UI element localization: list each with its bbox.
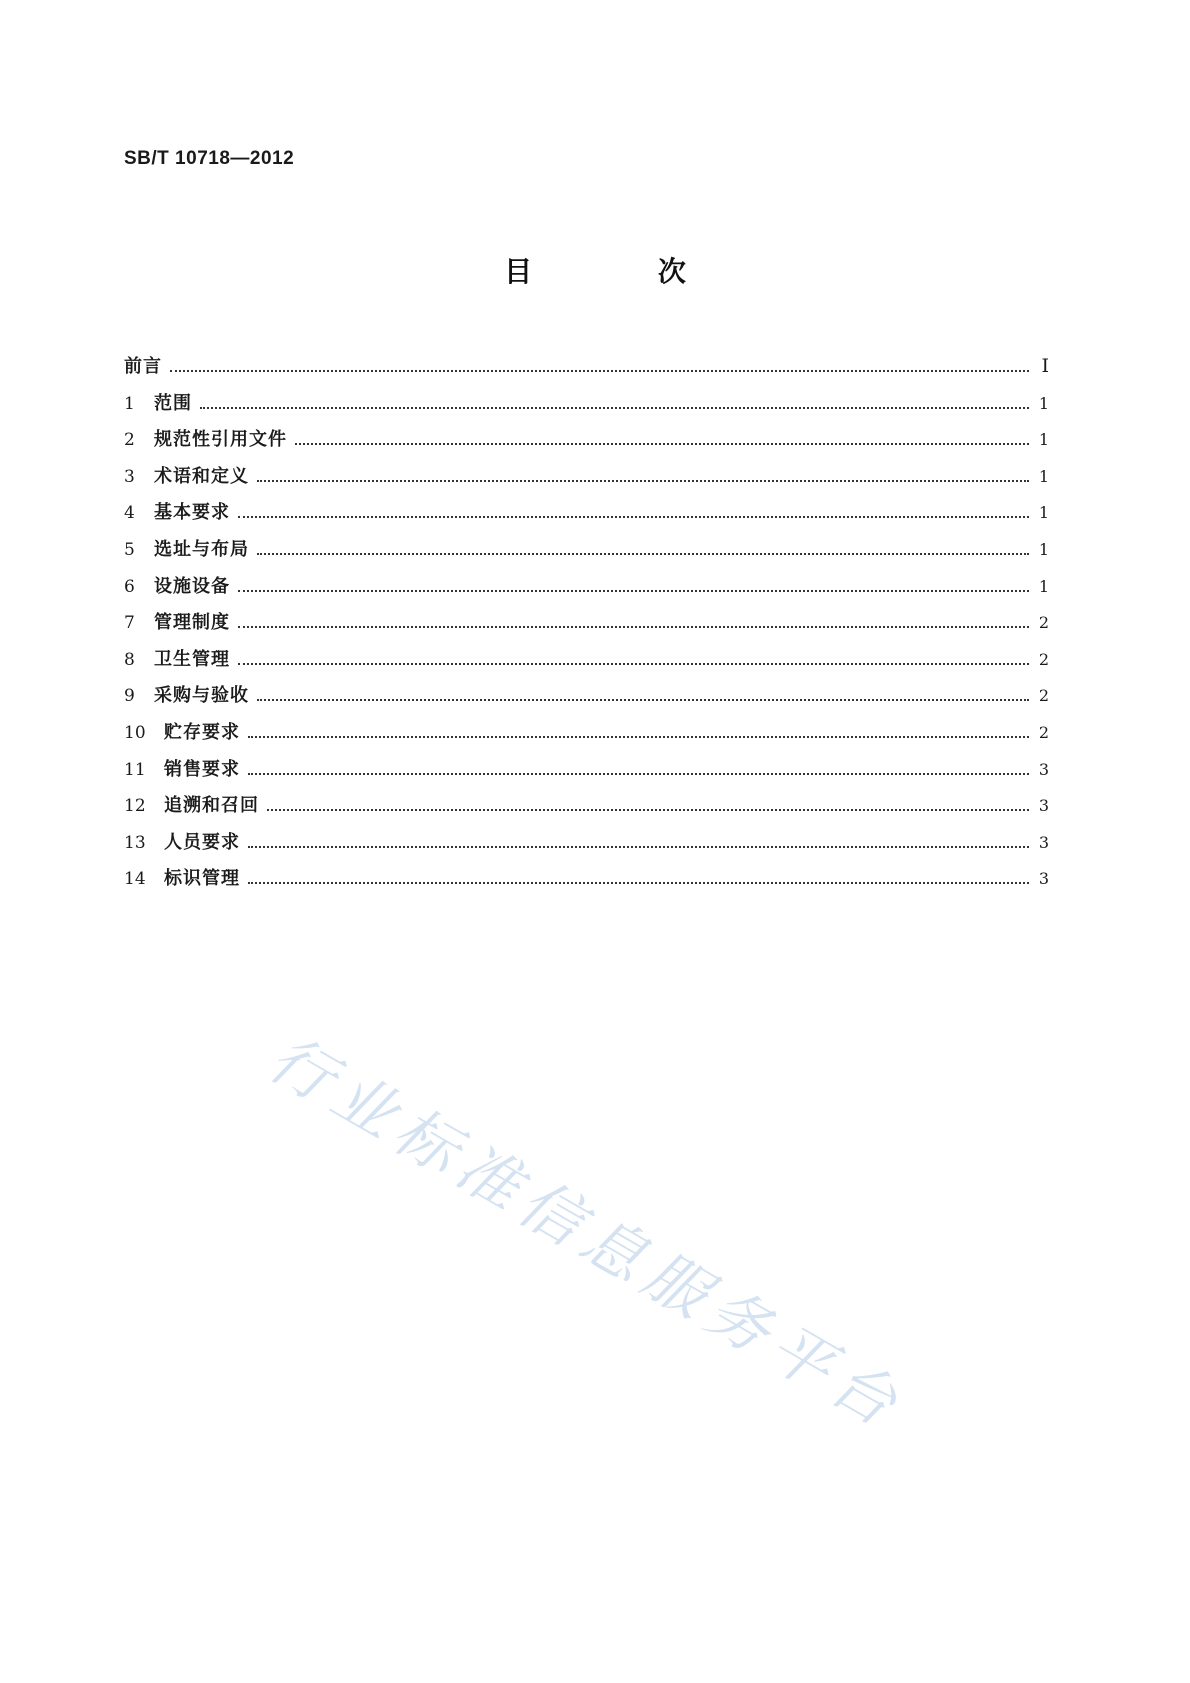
- toc-entry-label: 术语和定义: [154, 465, 249, 487]
- standard-code: SB/T 10718—2012: [124, 148, 295, 169]
- toc-entry-page: 1: [1038, 466, 1049, 486]
- toc-entry[interactable]: [124, 498, 1049, 535]
- toc-leader-dots: [257, 480, 1029, 482]
- toc-entry-label: 贮存要求: [164, 721, 240, 743]
- toc-entry-label: 设施设备: [154, 575, 230, 597]
- toc-entry-page: 1: [1038, 539, 1049, 559]
- toc-entry-number: 4: [124, 503, 135, 524]
- toc-entry-label: 基本要求: [154, 502, 230, 524]
- toc-entry-label: 卫生管理: [154, 648, 230, 670]
- toc-leader-dots: [238, 516, 1029, 518]
- toc-leader-dots: [267, 809, 1029, 811]
- toc-entry[interactable]: [124, 645, 1049, 682]
- toc-leader-dots: [170, 370, 1029, 372]
- watermark: 行业标准信息服务平台: [257, 1021, 918, 1445]
- toc-entry-page: 1: [1038, 576, 1049, 596]
- toc-leader-dots: [248, 846, 1029, 848]
- toc-entry-number: 12: [124, 796, 146, 817]
- toc-entry-label: 选址与布局: [154, 538, 249, 560]
- toc-entry-label: 前言: [124, 356, 162, 377]
- toc-entry-number: 5: [124, 539, 135, 560]
- toc-entry[interactable]: [124, 864, 1049, 901]
- toc-leader-dots: [238, 663, 1029, 665]
- toc-title: 目 次: [504, 255, 744, 288]
- toc-entry-label: 范围: [154, 392, 192, 414]
- toc-entry-label: 规范性引用文件: [154, 429, 287, 451]
- toc-entry-number: 10: [124, 722, 146, 743]
- toc-entry-page: 1: [1038, 393, 1049, 413]
- toc-leader-dots: [257, 553, 1029, 555]
- table-of-contents: [124, 352, 1049, 901]
- toc-entry-label: 销售要求: [164, 758, 240, 780]
- toc-entry[interactable]: [124, 608, 1049, 645]
- toc-leader-dots: [295, 443, 1029, 445]
- toc-leader-dots: [200, 407, 1029, 409]
- toc-entry-page: 3: [1038, 869, 1049, 889]
- toc-leader-dots: [238, 590, 1029, 592]
- toc-entry-page: 3: [1038, 832, 1049, 852]
- toc-entry-page: 2: [1038, 722, 1049, 742]
- toc-entry[interactable]: [124, 462, 1049, 499]
- toc-leader-dots: [257, 699, 1029, 701]
- toc-entry[interactable]: [124, 755, 1049, 792]
- toc-leader-dots: [238, 626, 1029, 628]
- toc-entry-number: 3: [124, 466, 135, 487]
- toc-entry-number: 1: [124, 393, 135, 414]
- toc-entry-page: 2: [1038, 649, 1049, 669]
- toc-leader-dots: [248, 882, 1029, 884]
- toc-entry-number: 14: [124, 869, 146, 890]
- toc-entry-number: 8: [124, 649, 135, 670]
- toc-entry-page: 2: [1038, 613, 1049, 633]
- toc-entry-number: 11: [124, 759, 146, 780]
- toc-entry[interactable]: [124, 572, 1049, 609]
- toc-leader-dots: [248, 736, 1029, 738]
- toc-entry[interactable]: [124, 425, 1049, 462]
- toc-entry[interactable]: [124, 718, 1049, 755]
- toc-entry-number: 7: [124, 613, 135, 634]
- toc-entry-label: 追溯和召回: [164, 795, 259, 817]
- toc-entry[interactable]: [124, 681, 1049, 718]
- toc-entry-number: 6: [124, 576, 135, 597]
- toc-entry[interactable]: [124, 828, 1049, 865]
- toc-entry-label: 人员要求: [164, 831, 240, 853]
- toc-entry-number: 2: [124, 430, 135, 451]
- toc-entry-page: 3: [1038, 759, 1049, 779]
- toc-entry-foreword[interactable]: [124, 352, 1049, 389]
- toc-entry-number: 9: [124, 686, 135, 707]
- toc-entry[interactable]: [124, 389, 1049, 426]
- toc-entry[interactable]: [124, 535, 1049, 572]
- toc-entry-label: 采购与验收: [154, 685, 249, 707]
- toc-entry-number: 13: [124, 832, 146, 853]
- toc-entry[interactable]: [124, 791, 1049, 828]
- toc-entry-page: I: [1041, 355, 1049, 377]
- toc-entry-page: 1: [1038, 503, 1049, 523]
- toc-entry-page: 3: [1038, 796, 1049, 816]
- toc-leader-dots: [248, 773, 1029, 775]
- toc-entry-label: 标识管理: [164, 868, 240, 890]
- toc-entry-page: 1: [1038, 430, 1049, 450]
- toc-entry-label: 管理制度: [154, 612, 230, 634]
- toc-entry-page: 2: [1038, 686, 1049, 706]
